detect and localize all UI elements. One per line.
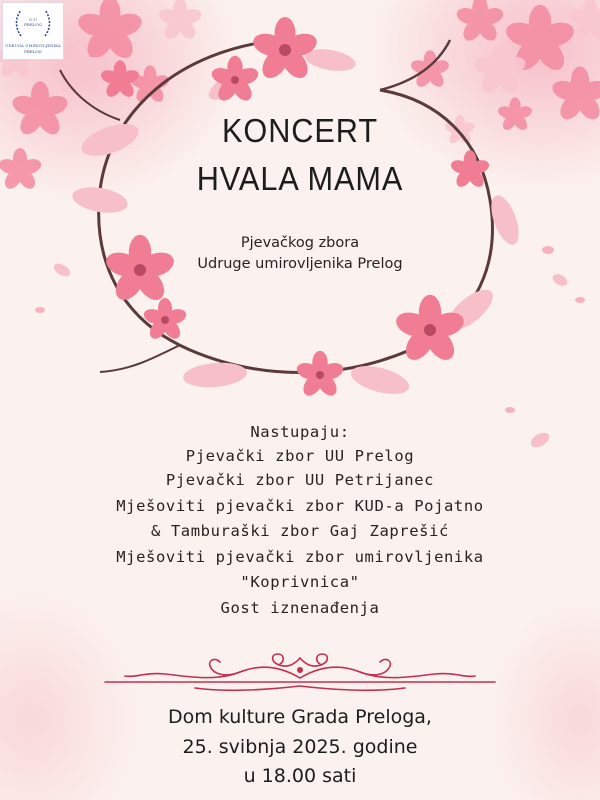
concert-title-line1: KONCERT — [221, 112, 379, 149]
performer-item: Mješoviti pjevački zbor KUD-a Pojatno — [116, 497, 484, 515]
logo-text-initials: U.U PRELOG — [24, 17, 42, 27]
concert-title-line2: HVALA MAMA — [196, 160, 404, 197]
performer-item: Pjevački zbor UU Prelog — [185, 447, 415, 465]
performers-heading: Nastupaju: — [250, 423, 350, 441]
organizer-line1: Pjevačkog zbora — [240, 235, 360, 251]
logo-text-town: PRELOG — [24, 49, 42, 54]
event-date: 25. svibnja 2025. godine — [182, 736, 418, 758]
performer-item: "Koprivnica" — [240, 573, 360, 591]
event-venue: Dom kulture Grada Preloga, — [168, 706, 432, 728]
performer-item: Gost iznenađenja — [220, 599, 380, 617]
organizer-line2: Udruge umirovljenika Prelog — [197, 256, 403, 272]
performer-item: Pjevački zbor UU Petrijanec — [165, 471, 435, 489]
organization-logo — [2, 2, 64, 60]
flourish-divider-ornament — [95, 652, 505, 694]
performer-item: & Tamburaški zbor Gaj Zaprešić — [151, 522, 449, 540]
logo-text-organization: UDRUGA UMIROVLJENIKA — [5, 43, 61, 48]
performer-item: Mješoviti pjevački zbor umirovljenika — [116, 548, 484, 566]
event-time: u 18.00 sati — [243, 765, 357, 787]
